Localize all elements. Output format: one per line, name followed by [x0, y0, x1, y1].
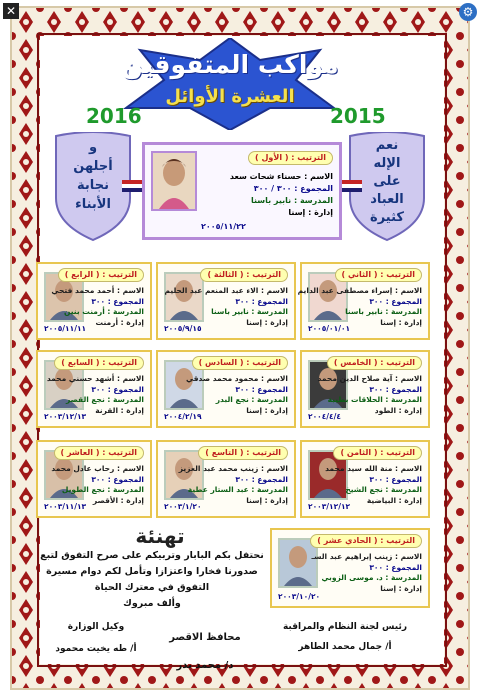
student-card: [36, 440, 152, 518]
shield-right-line-1: نعم: [375, 138, 399, 153]
top-student-rank: الترتيب : ( الأول ): [248, 151, 333, 165]
student-name: الاسم : آية صلاح الدين محمد: [317, 374, 422, 383]
governor-name: د/ محمد بدر: [176, 660, 234, 671]
top-student-card: [142, 142, 342, 240]
student-rank: الترتيب : ( الخامس ): [327, 356, 422, 370]
student-date: ٢٠٠٥/١١/١١: [44, 323, 87, 333]
student-card: [156, 350, 296, 428]
student-admin: إدارة : إسنا: [380, 583, 422, 593]
congrats-message-text: نحتفل بكم البابار وتربيكم على صرح التفوق لتبع صدورنا فخارا واعتزازا وتأمل لكم دوام مسيرة التفوق في معترك الحياة: [40, 550, 264, 593]
top-student-school: المدرسة : نابير باسنا: [250, 196, 333, 205]
student-rank: الترتيب : ( الثالثة ): [200, 268, 288, 282]
student-card: [156, 262, 296, 340]
governor-title: محافظ الاقصر: [169, 632, 241, 643]
student-date: ٢٠٠٤/٤/٤: [308, 411, 341, 421]
gear-icon[interactable]: ⚙: [459, 3, 477, 21]
shield-right-line-3: على: [373, 174, 401, 189]
top-student-date: ٢٠٠٥/١١/٢٢: [201, 222, 246, 231]
student-total: المجموع : ٣٠٠: [369, 562, 422, 572]
student-school: المدرسة : نابير باسنا: [345, 307, 422, 316]
student-card: [300, 350, 430, 428]
student-total: المجموع : ٣٠٠: [369, 296, 422, 306]
student-rank: الترتيب : ( الحادي عشر ): [310, 534, 422, 548]
avatar-icon: [153, 153, 195, 209]
congrats-message: [34, 548, 270, 612]
student-school: المدرسة : نجع البدر: [215, 395, 288, 404]
committee-title: رئيس لجنة النظام والمراقبة: [282, 622, 408, 632]
student-name: الاسم : منة الله سيد محمد: [325, 464, 422, 473]
shield-right-line-4: العباد: [370, 192, 404, 207]
shield-left-line-3: نجابة: [77, 178, 109, 193]
top-student-photo: [151, 151, 197, 211]
student-name: الاسم : محمود محمد صدقي: [186, 374, 288, 383]
student-date: ٢٠٠٣/١٢/١٣: [44, 411, 87, 421]
student-name: الاسم : الاء عبد المنعم عبد الحليم: [164, 286, 288, 295]
student-admin: إدارة : البياضية: [366, 495, 422, 505]
student-date: ٢٠٠٥/٠١/٠١: [308, 323, 351, 333]
student-date: ٢٠٠٣/١٠/٢٠: [278, 591, 321, 601]
student-name: الاسم : أحمد محمد فتحي: [51, 286, 144, 295]
student-name: الاسم : أشهد حسني محمد: [46, 374, 144, 383]
student-total: المجموع : ٣٠٠: [369, 474, 422, 484]
student-school: المدرسة : نجع القصر: [65, 395, 144, 404]
student-total: المجموع : ٣٠٠: [235, 384, 288, 394]
shield-right-line-5: كثيرة: [370, 210, 404, 225]
student-total: المجموع : ٣٠٠: [91, 296, 144, 306]
student-rank: الترتيب : ( العاشر ): [54, 446, 145, 460]
student-name: الاسم : زينب إبراهيم عبد السـ: [311, 552, 422, 561]
student-admin: إدارة : إسنا: [246, 317, 288, 327]
deputy-name: أ/ طه يخيت محمود: [55, 644, 137, 654]
student-rank: الترتيب : ( التاسع ): [198, 446, 288, 460]
student-card: [297, 262, 430, 340]
congrats-heading: تهنئة: [135, 524, 185, 548]
student-card: [156, 440, 296, 518]
student-rank: الترتيب : ( الثامن ): [333, 446, 422, 460]
page-title: مواكب المتفوقين: [121, 50, 339, 79]
student-name: الاسم : إسراء مصطفى عبد الدايم: [297, 286, 422, 295]
year-left: 2016: [86, 104, 142, 128]
student-school: المدرسة : د. موسى الزوبي: [321, 573, 422, 582]
student-total: المجموع : ٣٠٠: [91, 474, 144, 484]
deputy-title: وكيل الوزارة: [67, 622, 125, 632]
student-date: ٢٠٠٣/١٢/١٢: [308, 501, 351, 511]
shield-left-line-4: الأبناء: [75, 197, 111, 212]
student-card: [300, 440, 430, 518]
student-admin: إدارة : إسنا: [246, 495, 288, 505]
student-school: المدرسة : الحلاقات بطيبة: [327, 395, 422, 404]
student-admin: إدارة : إسنا: [380, 317, 422, 327]
student-admin: إدارة : الطود: [374, 405, 422, 415]
committee-name: أ/ جمال محمد الطاهر: [298, 642, 392, 652]
student-school: المدرسة : نابير باسنا: [211, 307, 288, 316]
student-rank: الترتيب : ( الثاني ): [335, 268, 423, 282]
year-right: 2015: [330, 104, 386, 128]
student-school: المدرسة : عبد الستار عطية: [187, 485, 288, 494]
student-admin: إدارة : القرنة: [95, 405, 144, 415]
student-admin: إدارة : الأقصر: [92, 495, 144, 505]
student-rank: الترتيب : ( السابع ): [54, 356, 144, 370]
top-student-name: الاسم : حسناء شحات سعد: [229, 172, 333, 181]
student-school: المدرسة : أرمنت بنين: [63, 307, 144, 316]
student-name: الاسم : زينب محمد عبد العزيز: [178, 464, 288, 473]
student-date: ٢٠٠٣/١/٢٠: [164, 501, 202, 511]
student-card: [36, 262, 152, 340]
student-total: المجموع : ٣٠٠: [369, 384, 422, 394]
title-banner: [120, 38, 340, 130]
top-student-admin: إدارة : إسنا: [288, 208, 333, 217]
student-total: المجموع : ٣٠٠: [235, 474, 288, 484]
congrats-wish: وألف مبروك: [123, 598, 181, 609]
student-school: المدرسة : نجع الطويل: [61, 485, 144, 494]
student-rank: الترتيب : ( الرابع ): [58, 268, 144, 282]
top-student-total: المجموع : ٣٠٠ / ٣٠٠: [253, 184, 333, 193]
student-rank: الترتيب : ( السادس ): [192, 356, 288, 370]
student-school: المدرسة : نجع الشيخ: [345, 485, 422, 494]
student-card: [270, 528, 430, 608]
shield-left-line-2: أجلهن: [73, 159, 113, 174]
shield-right-line-2: الإله: [373, 156, 401, 171]
student-date: ٢٠٠٥/٩/١٥: [164, 323, 202, 333]
student-name: الاسم : رحاب عادل محمد: [51, 464, 144, 473]
student-admin: إدارة : أرمنت: [95, 317, 144, 327]
student-total: المجموع : ٣٠٠: [91, 384, 144, 394]
shield-left-line-1: و: [88, 140, 98, 155]
student-date: ٢٠٠٣/١١/١٣: [44, 501, 87, 511]
student-card: [36, 350, 152, 428]
student-admin: إدارة : إسنا: [246, 405, 288, 415]
close-icon[interactable]: ✕: [3, 3, 19, 19]
page-subtitle: العشرة الأوائل: [165, 86, 295, 107]
student-total: المجموع : ٣٠٠: [235, 296, 288, 306]
student-date: ٢٠٠٤/٢/١٩: [164, 411, 202, 421]
